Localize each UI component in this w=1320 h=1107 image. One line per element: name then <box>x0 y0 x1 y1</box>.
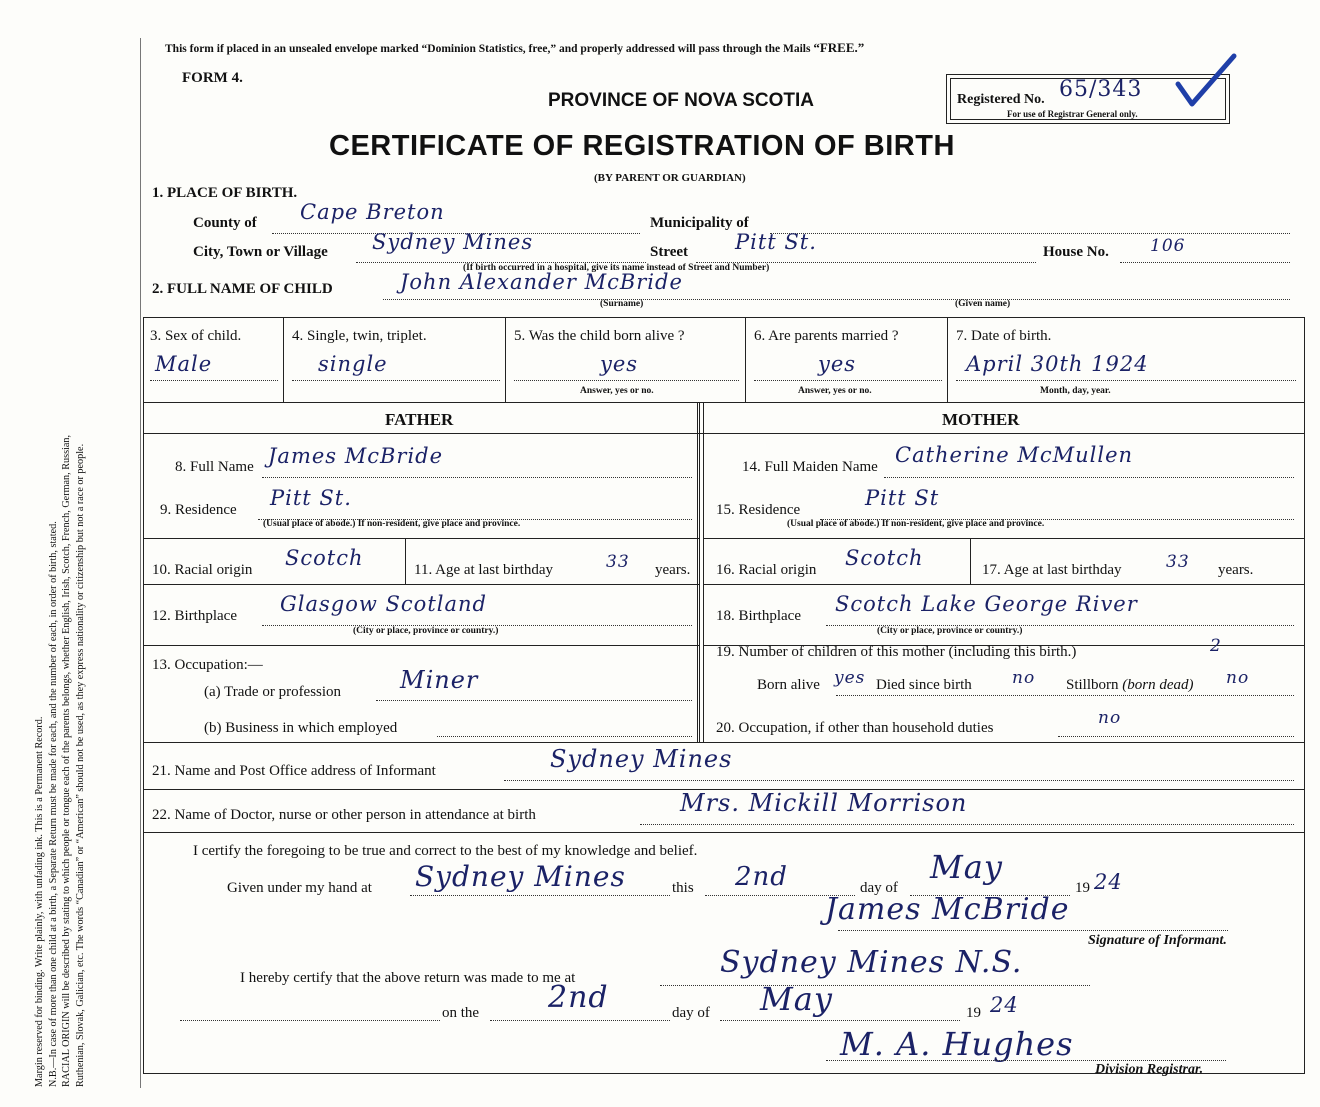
father-abode-note: (Usual place of abode.) If non-resident, give place and province. <box>263 519 521 529</box>
father-years: years. <box>655 562 691 578</box>
child-name-label: 2. FULL NAME OF CHILD <box>152 281 333 297</box>
registrar-note: For use of Registrar General only. <box>1007 109 1138 119</box>
parents-married-note: Answer, yes or no. <box>798 386 872 396</box>
binding-margin-line <box>140 38 141 1088</box>
margin-line-3: RACIAL ORIGIN will be described by stating to which people or tongue each of the parents belongs, whether English, Irish, Scotch, French, German, Russian, <box>61 434 72 1087</box>
registered-number: 65/343 <box>1059 77 1143 102</box>
mother-age-value: 33 <box>1166 552 1190 572</box>
sex-label: 3. Sex of child. <box>150 328 242 344</box>
attendant-label: 22. Name of Doctor, nurse or other person in attendance at birth <box>152 807 536 823</box>
mail-notice-free: “FREE.” <box>813 40 865 55</box>
mother-birthplace-value: Scotch Lake George River <box>835 592 1138 616</box>
father-residence-label: 9. Residence <box>160 502 237 518</box>
informant-signature-caption: Signature of Informant. <box>1088 933 1227 948</box>
died-since-birth-label: Died since birth <box>876 677 972 693</box>
mother-years: years. <box>1218 562 1254 578</box>
informant-value: Sydney Mines <box>550 745 733 773</box>
mother-abode-note: (Usual place of abode.) If non-resident, give place and province. <box>787 519 1045 529</box>
father-race-value: Scotch <box>285 546 364 570</box>
mail-notice <box>165 40 864 56</box>
parents-married-label: 6. Are parents married ? <box>754 328 899 344</box>
plurality-label: 4. Single, twin, triplet. <box>292 328 427 344</box>
father-heading: FATHER <box>385 410 454 429</box>
father-residence-value: Pitt St. <box>270 486 352 510</box>
margin-instructions <box>33 47 87 1087</box>
house-label: House No. <box>1043 244 1109 260</box>
this-label: this <box>672 880 694 896</box>
father-age-value: 33 <box>606 552 630 572</box>
born-alive-count-label: Born alive <box>757 677 820 693</box>
mother-race-label: 16. Racial origin <box>716 562 817 578</box>
checkmark-icon <box>1170 52 1240 112</box>
father-birthplace-value: Glasgow Scotland <box>280 592 487 616</box>
registrar-signature: M. A. Hughes <box>840 1025 1074 1063</box>
stillborn-value: no <box>1226 668 1250 688</box>
hospital-note: (If birth occurred in a hospital, give its name instead of Street and Number) <box>463 263 770 273</box>
margin-line-1: Margin reserved for binding. Write plainly, with unfading ink. This is a Permanent Record. <box>34 716 45 1087</box>
trade-value: Miner <box>400 666 479 694</box>
child-name-value: John Alexander McBride <box>400 270 683 294</box>
province-heading: PROVINCE OF NOVA SCOTIA <box>548 90 815 111</box>
plurality-value: single <box>318 352 388 376</box>
margin-line-4: Ruthenian, Slovak, Galician, etc. The words “Canadian” or “American” should not be used, as they express nationality or citizenship but not a race or people. <box>74 443 86 1087</box>
page-subtitle: (BY PARENT OR GUARDIAN) <box>594 172 746 184</box>
municipality-label: Municipality of <box>650 215 749 231</box>
mother-birthplace-note: (City or place, province or country.) <box>877 626 1023 636</box>
born-alive-note: Answer, yes or no. <box>580 386 654 396</box>
street-value: Pitt St. <box>735 230 817 254</box>
given-day-value: 2nd <box>735 862 788 892</box>
registrar-day-of-label: day of <box>672 1005 710 1021</box>
trade-label: (a) Trade or profession <box>204 684 342 700</box>
father-name-label: 8. Full Name <box>175 459 254 475</box>
mother-race-value: Scotch <box>845 546 924 570</box>
given-place-value: Sydney Mines <box>415 860 626 893</box>
mother-occupation-label: 20. Occupation, if other than household duties <box>716 720 994 736</box>
city-value: Sydney Mines <box>372 230 534 254</box>
given-under-label: Given under my hand at <box>227 880 372 896</box>
given-year-value: 24 <box>1094 870 1123 894</box>
father-occupation-label: 13. Occupation:— <box>152 657 263 673</box>
mail-notice-text: This form if placed in an unsealed envelope marked “Dominion Statistics, free,” and properly addressed will pass through the Mails <box>165 43 814 55</box>
mother-residence-value: Pitt St <box>865 486 940 510</box>
father-birthplace-note: (City or place, province or country.) <box>353 626 499 636</box>
given-month-value: May <box>930 848 1003 886</box>
registrar-day-value: 2nd <box>548 980 609 1015</box>
place-of-birth-heading: 1. PLACE OF BIRTH. <box>152 185 298 201</box>
certify-statement: I certify the foregoing to be true and correct to the best of my knowledge and belief. <box>193 843 698 859</box>
mother-name-label: 14. Full Maiden Name <box>742 459 878 475</box>
business-label: (b) Business in which employed <box>204 720 398 736</box>
stillborn-note: (born dead) <box>1122 677 1194 693</box>
mother-birthplace-label: 18. Birthplace <box>716 608 801 624</box>
mother-heading: MOTHER <box>942 410 1020 429</box>
on-the-label: on the <box>442 1005 480 1021</box>
born-alive-label: 5. Was the child born alive ? <box>514 328 685 344</box>
registrar-month-value: May <box>760 980 833 1018</box>
surname-note: (Surname) <box>600 299 644 309</box>
father-age-label: 11. Age at last birthday <box>414 562 553 578</box>
date-of-birth-note: Month, day, year. <box>1040 386 1111 396</box>
attendant-value: Mrs. Mickill Morrison <box>680 789 968 817</box>
division-registrar-caption: Division Registrar. <box>1095 1062 1204 1077</box>
sex-value: Male <box>155 352 213 376</box>
registrar-statement: I hereby certify that the above return was made to me at <box>240 970 576 986</box>
county-value: Cape Breton <box>300 200 445 224</box>
city-label: City, Town or Village <box>193 244 328 260</box>
father-birthplace-label: 12. Birthplace <box>152 608 237 624</box>
mother-occupation-value: no <box>1098 708 1122 728</box>
stillborn-label-text: Stillborn <box>1066 677 1119 693</box>
margin-line-2: N.B.—In case of more than one child at a birth, a Separate Return must be made for each, and the number of each, in order of birth, stated. <box>47 521 59 1087</box>
stillborn-label <box>1066 677 1194 694</box>
father-race-label: 10. Racial origin <box>152 562 253 578</box>
born-alive-count-value: yes <box>834 668 866 688</box>
date-of-birth-value: April 30th 1924 <box>966 352 1149 376</box>
children-count-label: 19. Number of children of this mother (including this birth.) <box>716 644 1077 660</box>
given-year-prefix: 19 <box>1075 880 1090 896</box>
registrar-year-prefix: 19 <box>966 1005 981 1021</box>
informant-signature: James McBride <box>825 892 1070 927</box>
born-alive-value: yes <box>600 352 639 376</box>
registered-label: Registered No. <box>957 92 1045 107</box>
date-of-birth-label: 7. Date of birth. <box>956 328 1052 344</box>
given-name-note: (Given name) <box>955 299 1011 309</box>
street-label: Street <box>650 244 689 260</box>
day-of-label: day of <box>860 880 898 896</box>
mother-name-value: Catherine McMullen <box>895 443 1134 467</box>
children-count-value: 2 <box>1210 636 1222 656</box>
parents-married-value: yes <box>818 352 857 376</box>
informant-label: 21. Name and Post Office address of Informant <box>152 763 436 779</box>
died-since-birth-value: no <box>1012 668 1036 688</box>
county-label: County of <box>193 215 257 231</box>
registrar-place-value: Sydney Mines N.S. <box>720 945 1023 980</box>
mother-age-label: 17. Age at last birthday <box>982 562 1122 578</box>
form-number: FORM 4. <box>182 70 243 86</box>
mother-residence-label: 15. Residence <box>716 502 801 518</box>
father-name-value: James McBride <box>268 444 444 468</box>
house-value: 106 <box>1150 236 1186 256</box>
page-title: CERTIFICATE OF REGISTRATION OF BIRTH <box>329 130 955 162</box>
registrar-year-value: 24 <box>990 993 1019 1017</box>
